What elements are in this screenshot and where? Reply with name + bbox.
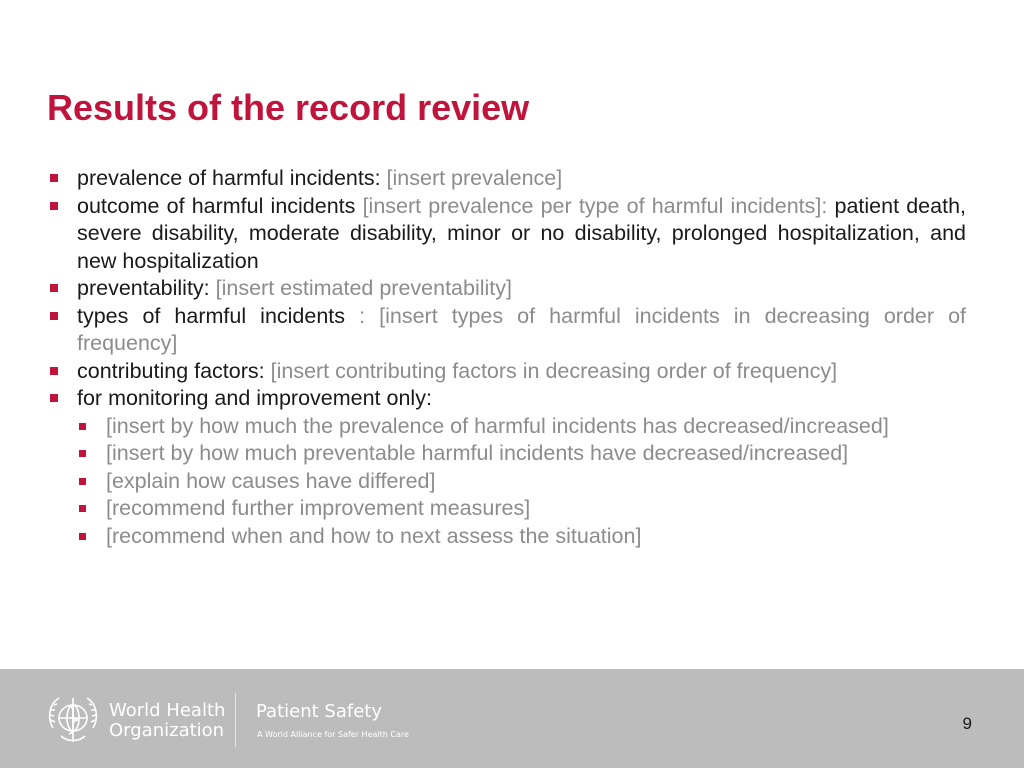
bullet-placeholder: : [insert types of harmful incidents in decreasing order of frequency] xyxy=(77,303,967,355)
bullet-placeholder: [insert prevalence per type of harmful incidents]: xyxy=(362,193,828,218)
square-bullet-icon xyxy=(79,505,86,512)
square-bullet-icon xyxy=(79,423,86,430)
sub-bullet-text: [insert by how much preventable harmful incidents have decreased/increased] xyxy=(106,441,849,465)
program-name: Patient Safety xyxy=(256,701,382,722)
sub-bullet-text: [recommend when and how to next assess the situation] xyxy=(106,523,642,548)
list-item xyxy=(47,165,966,193)
who-emblem-icon xyxy=(43,692,103,746)
org-name-line-1: World Health xyxy=(109,700,226,721)
sub-list-item xyxy=(76,495,966,523)
page-number: 9 xyxy=(962,714,972,733)
slide-title: Results of the record review xyxy=(47,87,530,128)
square-bullet-icon xyxy=(79,450,86,457)
sub-list-item xyxy=(76,413,966,441)
square-bullet-icon xyxy=(50,284,58,292)
square-bullet-icon xyxy=(50,394,58,402)
square-bullet-icon xyxy=(50,174,58,182)
list-item xyxy=(47,358,966,386)
bullet-text: contributing factors: xyxy=(77,358,271,383)
sub-bullet-text: [insert by how much the prevalence of harmful incidents has decreased/increased] xyxy=(106,413,889,438)
list-item xyxy=(47,303,966,358)
bullet-placeholder: [insert prevalence] xyxy=(386,166,563,190)
bullet-placeholder: [insert estimated preventability] xyxy=(215,276,513,300)
bullet-text: types of harmful incidents xyxy=(77,303,360,328)
bullet-placeholder: [insert contributing factors in decreasing order of frequency] xyxy=(270,358,838,383)
square-bullet-icon xyxy=(50,202,58,210)
sub-list-item xyxy=(76,440,966,468)
list-item xyxy=(47,193,966,276)
square-bullet-icon xyxy=(79,478,86,485)
bullet-text-continued: patient death, severe disability, moderate disability, minor or no disability, prolonged hospitalization, and new hospitalization xyxy=(77,193,966,273)
org-name-line-2: Organization xyxy=(109,720,225,741)
sub-list-item xyxy=(76,468,966,496)
square-bullet-icon xyxy=(50,367,58,375)
bullet-text: outcome of harmful incidents xyxy=(77,193,363,218)
square-bullet-icon xyxy=(79,533,86,540)
sub-bullet-text: [explain how causes have differed] xyxy=(106,468,436,493)
sub-list-item xyxy=(76,523,966,551)
list-item xyxy=(47,275,966,303)
bullet-text: preventability: xyxy=(77,276,216,300)
footer-divider xyxy=(235,693,236,747)
bullet-list xyxy=(47,165,966,550)
organization-name xyxy=(109,701,225,741)
bullet-text: for monitoring and improvement only: xyxy=(77,386,432,410)
bullet-text: prevalence of harmful incidents: xyxy=(77,166,387,190)
sub-bullet-text: [recommend further improvement measures] xyxy=(106,496,531,520)
list-item xyxy=(47,385,966,413)
square-bullet-icon xyxy=(50,312,58,320)
program-tagline: A World Alliance for Safer Health Care xyxy=(257,730,409,739)
